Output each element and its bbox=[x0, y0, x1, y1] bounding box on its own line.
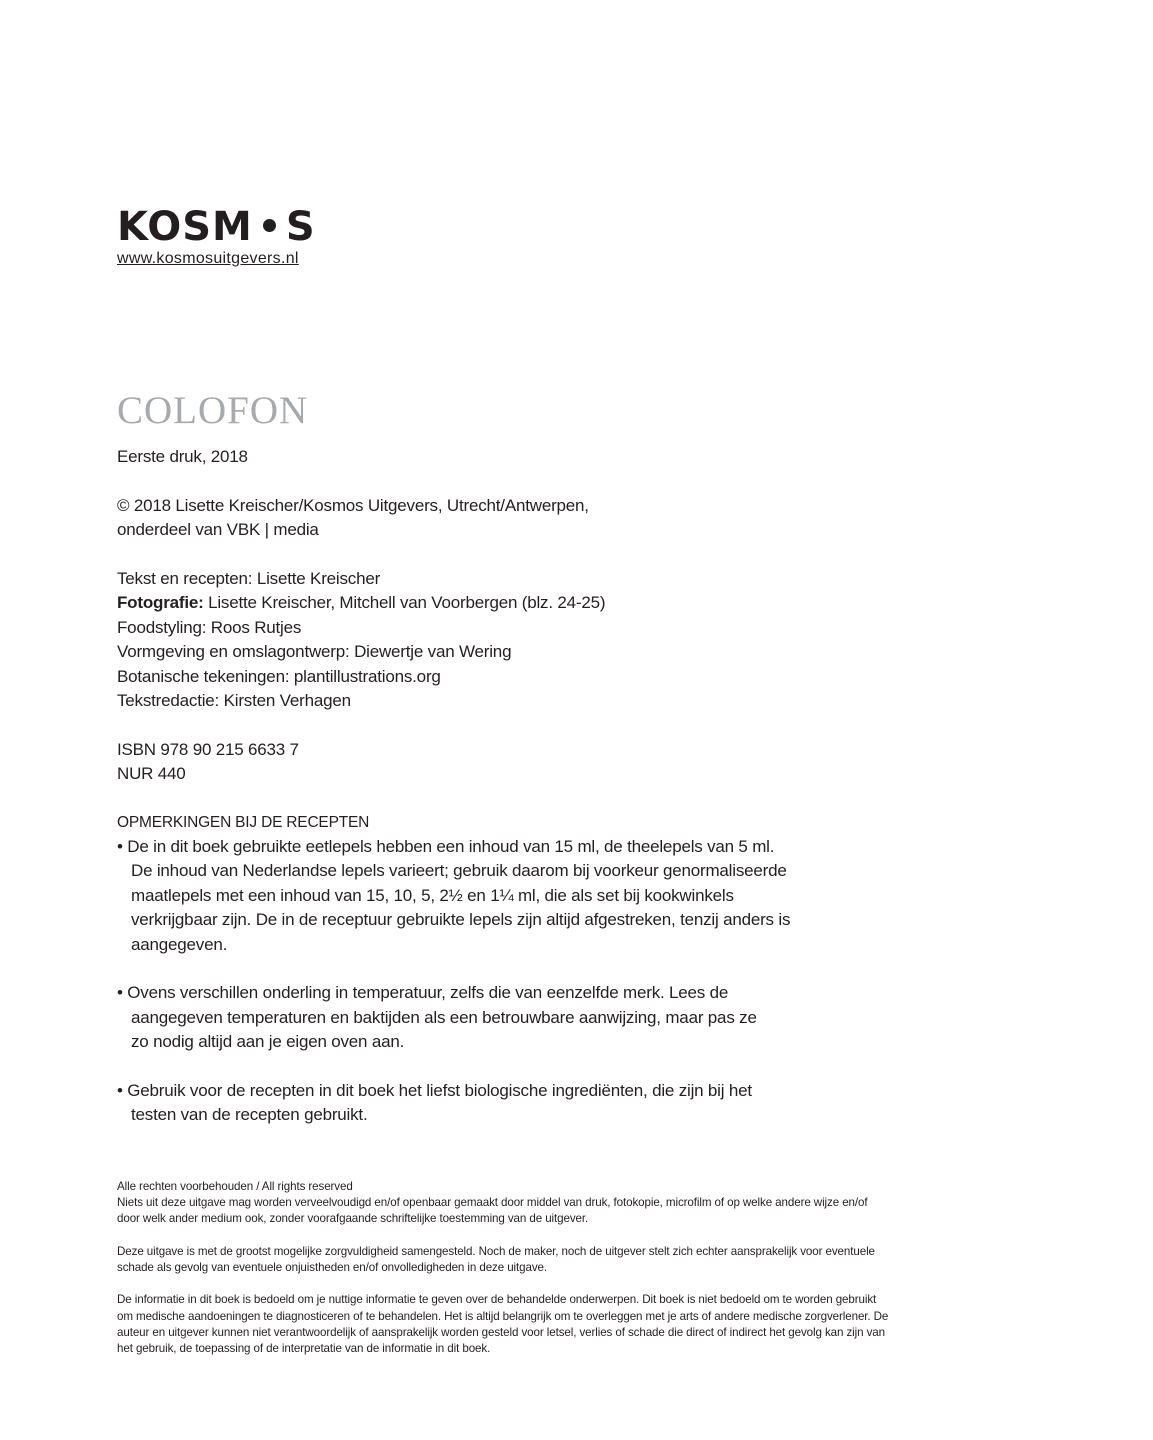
note-item bbox=[117, 981, 790, 1054]
credit-label: Fotografie: bbox=[117, 593, 204, 613]
legal-notice bbox=[117, 1179, 888, 1357]
legal-line: Alle rechten voorbehouden / All rights reserved bbox=[117, 1180, 353, 1193]
note-line: aangegeven temperaturen en baktijden als een betrouwbare aanwijzing, maar pas ze bbox=[131, 1007, 757, 1027]
credit-label: Vormgeving en omslagontwerp: bbox=[117, 642, 350, 662]
credit-line bbox=[117, 567, 605, 591]
legal-line: schade als gevolg van eventuele onjuistheden en/of onvolledigheden in deze uitgave. bbox=[117, 1261, 548, 1274]
note-line: maatlepels met een inhoud van 15, 10, 5, 2½ en 1¼ ml, die als set bij kookwinkels bbox=[131, 885, 734, 905]
credits-block bbox=[117, 567, 605, 713]
credit-label: Botanische tekeningen: bbox=[117, 666, 290, 686]
credit-line bbox=[117, 665, 605, 689]
notes-heading: OPMERKINGEN BIJ DE RECEPTEN bbox=[117, 814, 370, 831]
note-line: • De in dit boek gebruikte eetlepels hebben een inhoud van 15 ml, de theelepels van 5 ml. bbox=[117, 837, 775, 856]
legal-line: De informatie in dit boek is bedoeld om je nuttige informatie te geven over de behandelde onderwerpen. Dit boek is niet bedoeld om te worden gebruikt bbox=[117, 1293, 877, 1307]
credit-line bbox=[117, 689, 605, 713]
isbn: ISBN 978 90 215 6633 7 bbox=[117, 740, 299, 759]
note-line: • Ovens verschillen onderling in temperatuur, zelfs die van eenzelfde merk. Lees de bbox=[117, 983, 729, 1003]
legal-line: het gebruik, de toepassing of de interpretatie van de informatie in dit boek. bbox=[117, 1342, 491, 1355]
legal-line: om medische aandoeningen te diagnosticeren of te behandelen. Het is altijd belangrijk om te overleggen met je arts of andere medische zorgverlener. De bbox=[117, 1309, 889, 1323]
credit-value: Lisette Kreischer, Mitchell van Voorbergen (blz. 24-25) bbox=[203, 593, 606, 613]
legal-paragraph bbox=[117, 1244, 888, 1276]
edition: Eerste druk, 2018 bbox=[117, 447, 248, 466]
legal-line: door welk ander medium ook, zonder voorafgaande schriftelijke toestemming van de uitgever. bbox=[117, 1212, 589, 1226]
page-title: COLOFON bbox=[117, 389, 309, 432]
note-line: aangegeven. bbox=[131, 934, 228, 954]
note-line: testen van de recepten gebruikt. bbox=[131, 1105, 368, 1125]
credit-line bbox=[117, 640, 605, 664]
credit-line bbox=[117, 616, 605, 640]
note-line: zo nodig altijd aan je eigen oven aan. bbox=[131, 1032, 405, 1052]
legal-line: Niets uit deze uitgave mag worden verveelvoudigd en/of openbaar gemaakt door middel van druk, fotokopie, microfilm of op welke andere wijze en/of bbox=[117, 1196, 868, 1210]
isbn-block bbox=[117, 738, 299, 787]
credit-label: Foodstyling: bbox=[117, 617, 207, 637]
credit-value: Kirsten Verhagen bbox=[219, 691, 351, 711]
copyright-block bbox=[117, 494, 589, 543]
credit-value: Roos Rutjes bbox=[206, 617, 302, 637]
legal-paragraph bbox=[117, 1179, 888, 1228]
notes-list bbox=[117, 835, 790, 1128]
publisher-url-link[interactable]: www.kosmosuitgevers.nl bbox=[117, 250, 299, 267]
credit-label: Tekst en recepten: bbox=[117, 569, 253, 588]
note-line: De inhoud van Nederlandse lepels varieert; gebruik daarom bij voorkeur genormaliseerde bbox=[131, 861, 787, 881]
logo-text-left: KOSM bbox=[117, 204, 253, 250]
credit-value: Diewertje van Wering bbox=[349, 642, 512, 662]
note-item bbox=[117, 1079, 790, 1128]
logo-dot-icon bbox=[263, 219, 276, 232]
credit-value: Lisette Kreischer bbox=[252, 569, 381, 588]
nur-code: NUR 440 bbox=[117, 764, 186, 784]
copyright-line: © 2018 Lisette Kreischer/Kosmos Uitgevers, Utrecht/Antwerpen, bbox=[117, 496, 589, 515]
kosmos-logo bbox=[117, 203, 316, 251]
note-item bbox=[117, 835, 790, 957]
credit-line bbox=[117, 591, 605, 615]
legal-paragraph bbox=[117, 1292, 888, 1357]
copyright-line: onderdeel van VBK | media bbox=[117, 520, 319, 540]
credit-label: Tekstredactie: bbox=[117, 691, 220, 711]
note-line: • Gebruik voor de recepten in dit boek het liefst biologische ingrediënten, die zijn bij het bbox=[117, 1081, 752, 1101]
logo-text-right: S bbox=[285, 204, 316, 250]
credit-value: plantillustrations.org bbox=[289, 666, 441, 686]
legal-line: Deze uitgave is met de grootst mogelijke zorgvuldigheid samengesteld. Noch de maker, noch de uitgever stelt zich echter aansprakelijk voor eventuele bbox=[117, 1244, 875, 1258]
note-line: verkrijgbaar zijn. De in de receptuur gebruikte lepels zijn altijd afgestreken, tenzij anders is bbox=[131, 910, 791, 930]
legal-line: auteur en uitgever kunnen niet verantwoordelijk of aansprakelijk worden gesteld voor letsel, verlies of schade die direct of indirect het gevolg kan zijn van bbox=[117, 1325, 885, 1339]
